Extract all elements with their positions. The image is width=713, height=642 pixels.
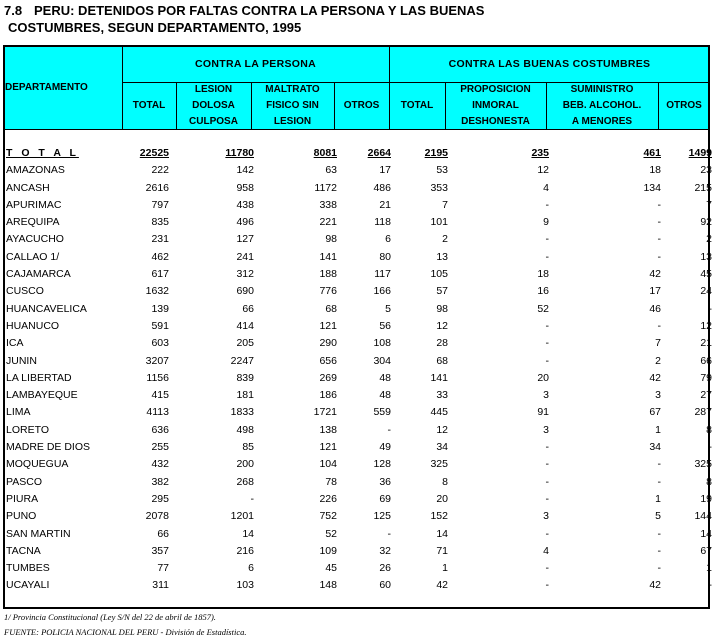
value-cell: 85 bbox=[242, 441, 254, 454]
value-cell: 6 bbox=[248, 562, 254, 575]
footnote: 1/ Provincia Constitucional (Ley S/N del 22 de abril de 1857). bbox=[4, 612, 216, 622]
department-cell: LA LIBERTAD bbox=[6, 371, 72, 384]
value-cell: 57 bbox=[436, 285, 448, 298]
value-cell: - bbox=[545, 354, 549, 367]
value-cell: 34 bbox=[649, 441, 661, 454]
value-cell: 98 bbox=[325, 233, 337, 246]
column-header: TOTAL bbox=[132, 99, 166, 111]
value-cell: 4113 bbox=[146, 406, 169, 419]
value-cell: 69 bbox=[379, 492, 391, 505]
value-cell: 12 bbox=[537, 164, 549, 177]
value-cell: 2 bbox=[706, 233, 712, 246]
value-cell: 1721 bbox=[313, 406, 337, 419]
value-cell: 7 bbox=[442, 198, 448, 211]
column-header: SUMINISTRO BEB. ALCOHOL. A MENORES bbox=[562, 83, 642, 127]
value-cell: 68 bbox=[436, 354, 448, 367]
table-row bbox=[3, 371, 710, 388]
table-row bbox=[3, 544, 710, 561]
value-cell: - bbox=[708, 302, 712, 315]
value-cell: 186 bbox=[319, 389, 337, 402]
table-row bbox=[3, 388, 710, 405]
department-cell: MADRE DE DIOS bbox=[6, 441, 91, 454]
value-cell: 52 bbox=[537, 302, 549, 315]
value-cell: 121 bbox=[319, 441, 337, 454]
value-cell: 20 bbox=[436, 492, 448, 505]
value-cell: 295 bbox=[151, 492, 169, 505]
value-cell: 48 bbox=[379, 389, 391, 402]
table-row bbox=[3, 440, 710, 457]
value-cell: 461 bbox=[643, 147, 661, 159]
value-cell: - bbox=[657, 216, 661, 229]
value-cell: 139 bbox=[151, 302, 169, 315]
column-header: MALTRATO FISICO SIN LESION bbox=[265, 83, 320, 127]
department-cell: ANCASH bbox=[6, 181, 50, 194]
table-row bbox=[3, 354, 710, 371]
value-cell: 141 bbox=[319, 250, 337, 263]
department-cell: PASCO bbox=[6, 475, 42, 488]
value-cell: - bbox=[657, 198, 661, 211]
value-cell: 109 bbox=[319, 544, 337, 557]
value-cell: 221 bbox=[319, 216, 337, 229]
value-cell: 2195 bbox=[424, 147, 448, 159]
table-row bbox=[3, 578, 710, 595]
value-cell: 1 bbox=[442, 562, 448, 575]
value-cell: 325 bbox=[430, 458, 448, 471]
value-cell: 1201 bbox=[230, 510, 254, 523]
value-cell: 7 bbox=[706, 198, 712, 211]
value-cell: 42 bbox=[649, 268, 661, 281]
value-cell: 325 bbox=[694, 458, 712, 471]
value-cell: - bbox=[657, 250, 661, 263]
value-cell: 105 bbox=[430, 268, 448, 281]
table-row bbox=[3, 198, 710, 215]
value-cell: 216 bbox=[236, 544, 254, 557]
value-cell: 222 bbox=[151, 164, 169, 177]
value-cell: 8 bbox=[442, 475, 448, 488]
source-note: FUENTE: POLICIA NACIONAL DEL PERU - División de Estadística. bbox=[4, 627, 247, 637]
value-cell: 92 bbox=[700, 216, 712, 229]
title-line-2: COSTUMBRES, SEGUN DEPARTAMENTO, 1995 bbox=[8, 20, 302, 35]
value-cell: 45 bbox=[325, 562, 337, 575]
value-cell: 1833 bbox=[230, 406, 254, 419]
table-row bbox=[3, 527, 710, 544]
value-cell: 78 bbox=[325, 475, 337, 488]
table-row bbox=[3, 215, 710, 232]
value-cell: 28 bbox=[436, 337, 448, 350]
value-cell: 141 bbox=[430, 371, 448, 384]
group-header-persona: CONTRA LA PERSONA bbox=[195, 57, 316, 70]
value-cell: - bbox=[545, 579, 549, 592]
value-cell: 20 bbox=[537, 371, 549, 384]
value-cell: 3 bbox=[543, 510, 549, 523]
value-cell: 462 bbox=[151, 250, 169, 263]
value-cell: 603 bbox=[151, 337, 169, 350]
value-cell: - bbox=[387, 423, 391, 436]
value-cell: 63 bbox=[325, 164, 337, 177]
value-cell: 11780 bbox=[225, 147, 254, 159]
department-cell: CUSCO bbox=[6, 285, 44, 298]
value-cell: 3 bbox=[543, 389, 549, 402]
department-cell: CAJAMARCA bbox=[6, 268, 71, 281]
value-cell: - bbox=[545, 233, 549, 246]
value-cell: 2616 bbox=[145, 181, 169, 194]
value-cell: 42 bbox=[649, 579, 661, 592]
table-row bbox=[3, 302, 710, 319]
value-cell: 215 bbox=[694, 181, 712, 194]
value-cell: 2 bbox=[655, 354, 661, 367]
value-cell: 2 bbox=[442, 233, 448, 246]
value-cell: - bbox=[250, 492, 254, 505]
department-cell: T O T A L bbox=[6, 147, 79, 159]
value-cell: 797 bbox=[151, 198, 169, 211]
value-cell: 49 bbox=[379, 441, 391, 454]
value-cell: 958 bbox=[236, 181, 254, 194]
department-cell: HUANUCO bbox=[6, 319, 60, 332]
value-cell: 60 bbox=[379, 579, 391, 592]
value-cell: 304 bbox=[373, 354, 391, 367]
value-cell: 1156 bbox=[146, 371, 169, 384]
value-cell: 56 bbox=[379, 319, 391, 332]
column-header: OTROS bbox=[343, 99, 380, 111]
value-cell: 52 bbox=[325, 527, 337, 540]
value-cell: 1499 bbox=[688, 147, 712, 159]
value-cell: 138 bbox=[319, 423, 337, 436]
value-cell: 2078 bbox=[145, 510, 169, 523]
column-header: TOTAL bbox=[400, 99, 434, 111]
table-row bbox=[3, 163, 710, 180]
value-cell: 67 bbox=[649, 406, 661, 419]
value-cell: 432 bbox=[151, 458, 169, 471]
department-cell: TACNA bbox=[6, 544, 41, 557]
value-cell: 128 bbox=[373, 458, 391, 471]
value-cell: 414 bbox=[236, 319, 254, 332]
value-cell: 32 bbox=[379, 544, 391, 557]
value-cell: 66 bbox=[700, 354, 712, 367]
value-cell: 338 bbox=[319, 198, 337, 211]
value-cell: 839 bbox=[236, 371, 254, 384]
value-cell: 445 bbox=[430, 406, 448, 419]
value-cell: - bbox=[657, 319, 661, 332]
value-cell: - bbox=[657, 527, 661, 540]
value-cell: 835 bbox=[151, 216, 169, 229]
value-cell: - bbox=[708, 441, 712, 454]
department-cell: MOQUEGUA bbox=[6, 458, 69, 471]
value-cell: 142 bbox=[236, 164, 254, 177]
department-cell: APURIMAC bbox=[6, 198, 62, 211]
value-cell: 3 bbox=[543, 423, 549, 436]
table-row bbox=[3, 250, 710, 267]
value-cell: 4 bbox=[543, 181, 549, 194]
value-cell: - bbox=[545, 337, 549, 350]
value-cell: 636 bbox=[151, 423, 169, 436]
column-header: LESION DOLOSA CULPOSA bbox=[189, 83, 238, 127]
value-cell: 4 bbox=[543, 544, 549, 557]
table-row bbox=[3, 267, 710, 284]
value-cell: 12 bbox=[436, 423, 448, 436]
value-cell: 311 bbox=[152, 579, 169, 592]
value-cell: 19 bbox=[700, 492, 712, 505]
total-row bbox=[3, 146, 710, 163]
value-cell: 134 bbox=[643, 181, 661, 194]
value-cell: 617 bbox=[151, 268, 169, 281]
value-cell: 101 bbox=[430, 216, 448, 229]
value-cell: 255 bbox=[151, 441, 169, 454]
value-cell: 268 bbox=[236, 475, 254, 488]
value-cell: 98 bbox=[436, 302, 448, 315]
value-cell: 21 bbox=[379, 198, 391, 211]
department-cell: LORETO bbox=[6, 423, 49, 436]
value-cell: - bbox=[545, 441, 549, 454]
value-cell: 3 bbox=[655, 389, 661, 402]
value-cell: 2247 bbox=[230, 354, 254, 367]
value-cell: 18 bbox=[537, 268, 549, 281]
value-cell: 26 bbox=[379, 562, 391, 575]
value-cell: 18 bbox=[649, 164, 661, 177]
table-row bbox=[3, 319, 710, 336]
table-row bbox=[3, 457, 710, 474]
value-cell: 486 bbox=[373, 181, 391, 194]
value-cell: 66 bbox=[157, 527, 169, 540]
value-cell: 127 bbox=[236, 233, 254, 246]
value-cell: 79 bbox=[700, 371, 712, 384]
department-cell: SAN MARTIN bbox=[6, 527, 71, 540]
value-cell: 357 bbox=[151, 544, 169, 557]
value-cell: 22525 bbox=[139, 147, 169, 159]
table-title bbox=[4, 2, 484, 19]
value-cell: 498 bbox=[236, 423, 254, 436]
department-cell: TUMBES bbox=[6, 562, 50, 575]
value-cell: 17 bbox=[649, 285, 661, 298]
value-cell: 71 bbox=[436, 544, 448, 557]
value-cell: 241 bbox=[236, 250, 254, 263]
value-cell: 67 bbox=[700, 544, 712, 557]
value-cell: 438 bbox=[236, 198, 254, 211]
value-cell: 14 bbox=[242, 527, 254, 540]
value-cell: 66 bbox=[242, 302, 254, 315]
value-cell: 776 bbox=[319, 285, 337, 298]
value-cell: 14 bbox=[700, 527, 712, 540]
value-cell: 166 bbox=[373, 285, 391, 298]
value-cell: 8081 bbox=[313, 147, 337, 159]
table-row bbox=[3, 509, 710, 526]
value-cell: 152 bbox=[430, 510, 448, 523]
value-cell: - bbox=[657, 544, 661, 557]
value-cell: 181 bbox=[236, 389, 254, 402]
column-header: PROPOSICION INMORAL DESHONESTA bbox=[460, 83, 531, 127]
value-cell: 235 bbox=[531, 147, 549, 159]
value-cell: 5 bbox=[655, 510, 661, 523]
value-cell: - bbox=[545, 198, 549, 211]
value-cell: 104 bbox=[319, 458, 337, 471]
value-cell: 690 bbox=[236, 285, 254, 298]
department-cell: LIMA bbox=[6, 406, 31, 419]
value-cell: - bbox=[545, 319, 549, 332]
department-cell: LAMBAYEQUE bbox=[6, 389, 78, 402]
value-cell: 591 bbox=[151, 319, 169, 332]
value-cell: 496 bbox=[236, 216, 254, 229]
value-cell: - bbox=[708, 579, 712, 592]
value-cell: 27 bbox=[700, 389, 712, 402]
table-row bbox=[3, 423, 710, 440]
department-cell: AREQUIPA bbox=[6, 216, 60, 229]
value-cell: 1 bbox=[706, 562, 712, 575]
value-cell: - bbox=[657, 458, 661, 471]
value-cell: 45 bbox=[700, 268, 712, 281]
value-cell: 8 bbox=[706, 475, 712, 488]
department-cell: UCAYALI bbox=[6, 579, 50, 592]
value-cell: 200 bbox=[236, 458, 254, 471]
value-cell: 24 bbox=[700, 285, 712, 298]
title-line-1: PERU: DETENIDOS POR FALTAS CONTRA LA PERSONA Y LAS BUENAS bbox=[34, 3, 485, 18]
table-row bbox=[3, 284, 710, 301]
value-cell: - bbox=[545, 458, 549, 471]
value-cell: 117 bbox=[374, 268, 391, 281]
value-cell: 1172 bbox=[314, 181, 337, 194]
value-cell: 108 bbox=[373, 337, 391, 350]
value-cell: 42 bbox=[436, 579, 448, 592]
value-cell: 353 bbox=[430, 181, 448, 194]
value-cell: 290 bbox=[319, 337, 337, 350]
value-cell: 33 bbox=[436, 389, 448, 402]
value-cell: 752 bbox=[319, 510, 337, 523]
value-cell: 80 bbox=[379, 250, 391, 263]
value-cell: - bbox=[387, 527, 391, 540]
department-cell: PUNO bbox=[6, 510, 37, 523]
value-cell: 6 bbox=[385, 233, 391, 246]
value-cell: 48 bbox=[379, 371, 391, 384]
value-cell: 2664 bbox=[367, 147, 391, 159]
value-cell: - bbox=[545, 475, 549, 488]
value-cell: 656 bbox=[319, 354, 337, 367]
value-cell: 7 bbox=[655, 337, 661, 350]
value-cell: 144 bbox=[694, 510, 712, 523]
department-cell: PIURA bbox=[6, 492, 39, 505]
value-cell: 148 bbox=[319, 579, 337, 592]
department-cell: CALLAO 1/ bbox=[6, 250, 60, 263]
value-cell: 269 bbox=[319, 371, 337, 384]
value-cell: - bbox=[545, 250, 549, 263]
department-cell: AMAZONAS bbox=[6, 164, 65, 177]
value-cell: 13 bbox=[436, 250, 448, 263]
table-row bbox=[3, 336, 710, 353]
department-cell: HUANCAVELICA bbox=[6, 302, 87, 315]
table-row bbox=[3, 561, 710, 578]
header-departamento: DEPARTAMENTO bbox=[5, 82, 88, 93]
value-cell: 17 bbox=[379, 164, 391, 177]
table-row bbox=[3, 405, 710, 422]
value-cell: 1632 bbox=[145, 285, 169, 298]
value-cell: - bbox=[545, 527, 549, 540]
value-cell: 53 bbox=[436, 164, 448, 177]
value-cell: 9 bbox=[543, 216, 549, 229]
value-cell: 559 bbox=[373, 406, 391, 419]
table-row bbox=[3, 181, 710, 198]
value-cell: 77 bbox=[157, 562, 169, 575]
value-cell: 12 bbox=[700, 319, 712, 332]
value-cell: 8 bbox=[706, 423, 712, 436]
department-cell: ICA bbox=[6, 337, 24, 350]
value-cell: 103 bbox=[236, 579, 254, 592]
value-cell: 118 bbox=[374, 216, 391, 229]
group-header-costumbres: CONTRA LAS BUENAS COSTUMBRES bbox=[448, 57, 651, 70]
column-header: OTROS bbox=[666, 99, 702, 111]
value-cell: 226 bbox=[319, 492, 337, 505]
value-cell: 312 bbox=[236, 268, 254, 281]
value-cell: 1 bbox=[655, 492, 661, 505]
value-cell: - bbox=[545, 562, 549, 575]
value-cell: 36 bbox=[379, 475, 391, 488]
value-cell: 42 bbox=[649, 371, 661, 384]
value-cell: 14 bbox=[436, 527, 448, 540]
table-row bbox=[3, 475, 710, 492]
value-cell: 68 bbox=[325, 302, 337, 315]
value-cell: 5 bbox=[385, 302, 391, 315]
value-cell: 188 bbox=[319, 268, 337, 281]
table-number: 7.8 bbox=[4, 3, 23, 18]
value-cell: - bbox=[657, 233, 661, 246]
department-cell: JUNIN bbox=[6, 354, 37, 367]
value-cell: 382 bbox=[151, 475, 169, 488]
value-cell: 1 bbox=[655, 423, 661, 436]
value-cell: 12 bbox=[436, 319, 448, 332]
value-cell: 231 bbox=[151, 233, 169, 246]
value-cell: - bbox=[545, 492, 549, 505]
table-body bbox=[3, 146, 710, 596]
table-row bbox=[3, 492, 710, 509]
value-cell: - bbox=[657, 562, 661, 575]
value-cell: 16 bbox=[537, 285, 549, 298]
value-cell: 46 bbox=[649, 302, 661, 315]
value-cell: 34 bbox=[436, 441, 448, 454]
department-cell: AYACUCHO bbox=[6, 233, 64, 246]
value-cell: - bbox=[657, 475, 661, 488]
value-cell: 205 bbox=[236, 337, 254, 350]
value-cell: 3207 bbox=[145, 354, 169, 367]
value-cell: 415 bbox=[151, 389, 169, 402]
value-cell: 13 bbox=[700, 250, 712, 263]
value-cell: 125 bbox=[373, 510, 391, 523]
value-cell: 121 bbox=[319, 319, 337, 332]
value-cell: 23 bbox=[700, 164, 712, 177]
value-cell: 21 bbox=[700, 337, 712, 350]
value-cell: 91 bbox=[537, 406, 549, 419]
table-row bbox=[3, 232, 710, 249]
value-cell: 287 bbox=[694, 406, 712, 419]
